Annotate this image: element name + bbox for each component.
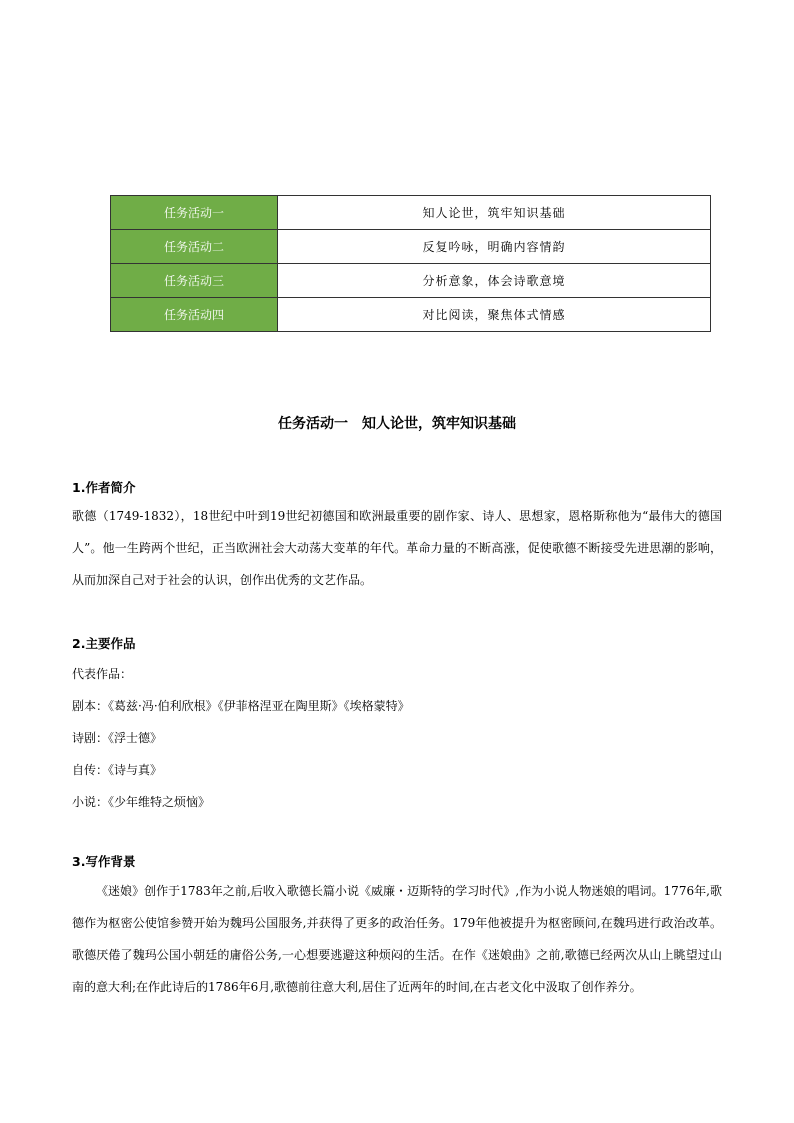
table-row [111, 196, 711, 230]
task-label: 任务活动二 [111, 230, 278, 264]
works-line-poetic-drama: 诗剧：《浮士德》 [72, 731, 163, 745]
table-row [111, 298, 711, 332]
task-label: 任务活动一 [111, 196, 278, 230]
task-label: 任务活动三 [111, 264, 278, 298]
task-content: 对比阅读，聚焦体式情感 [278, 298, 711, 332]
works-line-autobiography: 自传：《诗与真》 [72, 763, 163, 777]
task-label: 任务活动四 [111, 298, 278, 332]
major-works-intro: 代表作品： [72, 667, 133, 681]
table-row [111, 264, 711, 298]
major-works-heading: 2.主要作品 [72, 636, 136, 651]
task-content: 反复吟咏，明确内容情韵 [278, 230, 711, 264]
task-content: 知人论世，筑牢知识基础 [278, 196, 711, 230]
task-content: 分析意象，体会诗歌意境 [278, 264, 711, 298]
author-intro-heading: 1.作者简介 [72, 480, 136, 495]
author-intro-paragraph: 歌德（1749-1832），18世纪中叶到19世纪初德国和欧洲最重要的剧作家、诗人、思想家，恩格斯称他为“最伟大的德国人”。他一生跨两个世纪，正当欧洲社会大动荡大变革的年代。革命力量的不断高涨，促使歌德不断接受先进思潮的影响，从而加深自己对于社会的认识，创作出优秀的文艺作品。 [72, 509, 722, 587]
background-paragraph: 《迷娘》创作于1783年之前,后收入歌德长篇小说《威廉・迈斯特的学习时代》,作为小说人物迷娘的唱词。1776年,歌德作为枢密公使馆参赞开始为魏玛公国服务,并获得了更多的政治任务。179年他被提升为枢密顾问,在魏玛进行政治改革。歌德厌倦了魏玛公国小朝廷的庸俗公务,一心想要逃避这种烦闷的生活。在作《迷娘曲》之前,歌德已经两次从山上眺望过山南的意大利;在作此诗后的1786年6月,歌德前往意大利,居住了近两年的时间,在古老文化中汲取了创作养分。 [72, 884, 722, 994]
background-heading: 3.写作背景 [72, 854, 136, 869]
task-activity-table [110, 195, 711, 332]
table-row [111, 230, 711, 264]
works-line-drama: 剧本：《葛兹·冯·伯利欣根》《伊菲格涅亚在陶里斯》《埃格蒙特》 [72, 699, 410, 713]
works-line-novel: 小说：《少年维特之烦恼》 [72, 795, 211, 809]
section-title: 任务活动一 知人论世，筑牢知识基础 [278, 416, 516, 432]
